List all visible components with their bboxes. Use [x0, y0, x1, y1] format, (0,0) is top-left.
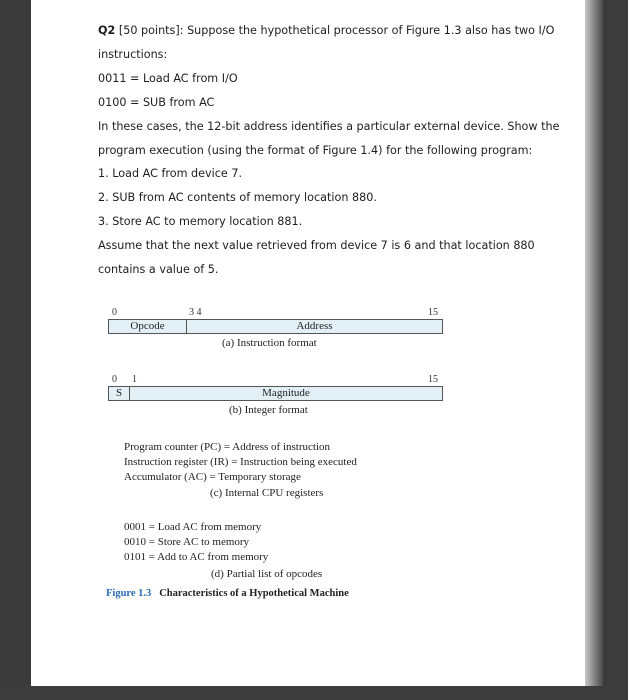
figure-number: Figure 1.3 — [106, 588, 152, 599]
register-ac: Accumulator (AC) = Temporary storage — [124, 471, 301, 483]
question-points: [50 points] — [118, 24, 180, 37]
opcode-field: Opcode — [109, 320, 187, 333]
magnitude-field: Magnitude — [262, 387, 310, 399]
question-label: Q2 — [98, 24, 116, 37]
bit-label-15-b: 15 — [428, 374, 438, 385]
sign-field: S — [109, 387, 130, 400]
background-right — [603, 0, 628, 700]
question-line-4: program execution (using the format of Figure 1.4) for the following program: — [98, 144, 533, 157]
instruction-format-box — [108, 319, 443, 334]
program-step-3: 3. Store AC to memory location 881. — [98, 215, 303, 228]
question-line-6: contains a value of 5. — [98, 263, 219, 276]
integer-format-box — [108, 386, 443, 401]
caption-opcode-list: (d) Partial list of opcodes — [211, 568, 323, 580]
bit-label-3-4: 3 4 — [189, 307, 202, 318]
caption-integer-format: (b) Integer format — [229, 404, 308, 416]
register-ir: Instruction register (IR) = Instruction being executed — [124, 456, 357, 468]
opcode-load-io: 0011 = Load AC from I/O — [98, 72, 238, 85]
address-field: Address — [296, 320, 333, 332]
opcode-sub: 0100 = SUB from AC — [98, 96, 215, 109]
figure-title-text: Characteristics of a Hypothetical Machine — [159, 588, 349, 599]
program-step-2: 2. SUB from AC contents of memory location 880. — [98, 191, 377, 204]
program-step-1: 1. Load AC from device 7. — [98, 167, 243, 180]
opcode-0010: 0010 = Store AC to memory — [124, 536, 250, 548]
bit-label-0: 0 — [112, 307, 117, 318]
caption-instruction-format: (a) Instruction format — [222, 337, 317, 349]
question-line-1 — [98, 24, 554, 37]
background-bottom — [0, 686, 628, 700]
question-line-5: Assume that the next value retrieved from device 7 is 6 and that location 880 — [98, 239, 535, 252]
question-line-3: In these cases, the 12-bit address identifies a particular external device. Show the — [98, 120, 560, 133]
page-edge-shadow — [585, 0, 603, 686]
opcode-0101: 0101 = Add to AC from memory — [124, 551, 269, 563]
bit-label-0-b: 0 — [112, 374, 117, 385]
bit-label-1: 1 — [132, 374, 137, 385]
question-line-2: instructions: — [98, 48, 168, 61]
question-intro: : Suppose the hypothetical processor of Figure 1.3 also has two I/O — [179, 24, 555, 37]
caption-cpu-registers: (c) Internal CPU registers — [210, 487, 324, 499]
register-pc: Program counter (PC) = Address of instruction — [124, 441, 331, 453]
figure-title — [106, 588, 349, 599]
bit-label-15: 15 — [428, 307, 438, 318]
opcode-0001: 0001 = Load AC from memory — [124, 521, 262, 533]
